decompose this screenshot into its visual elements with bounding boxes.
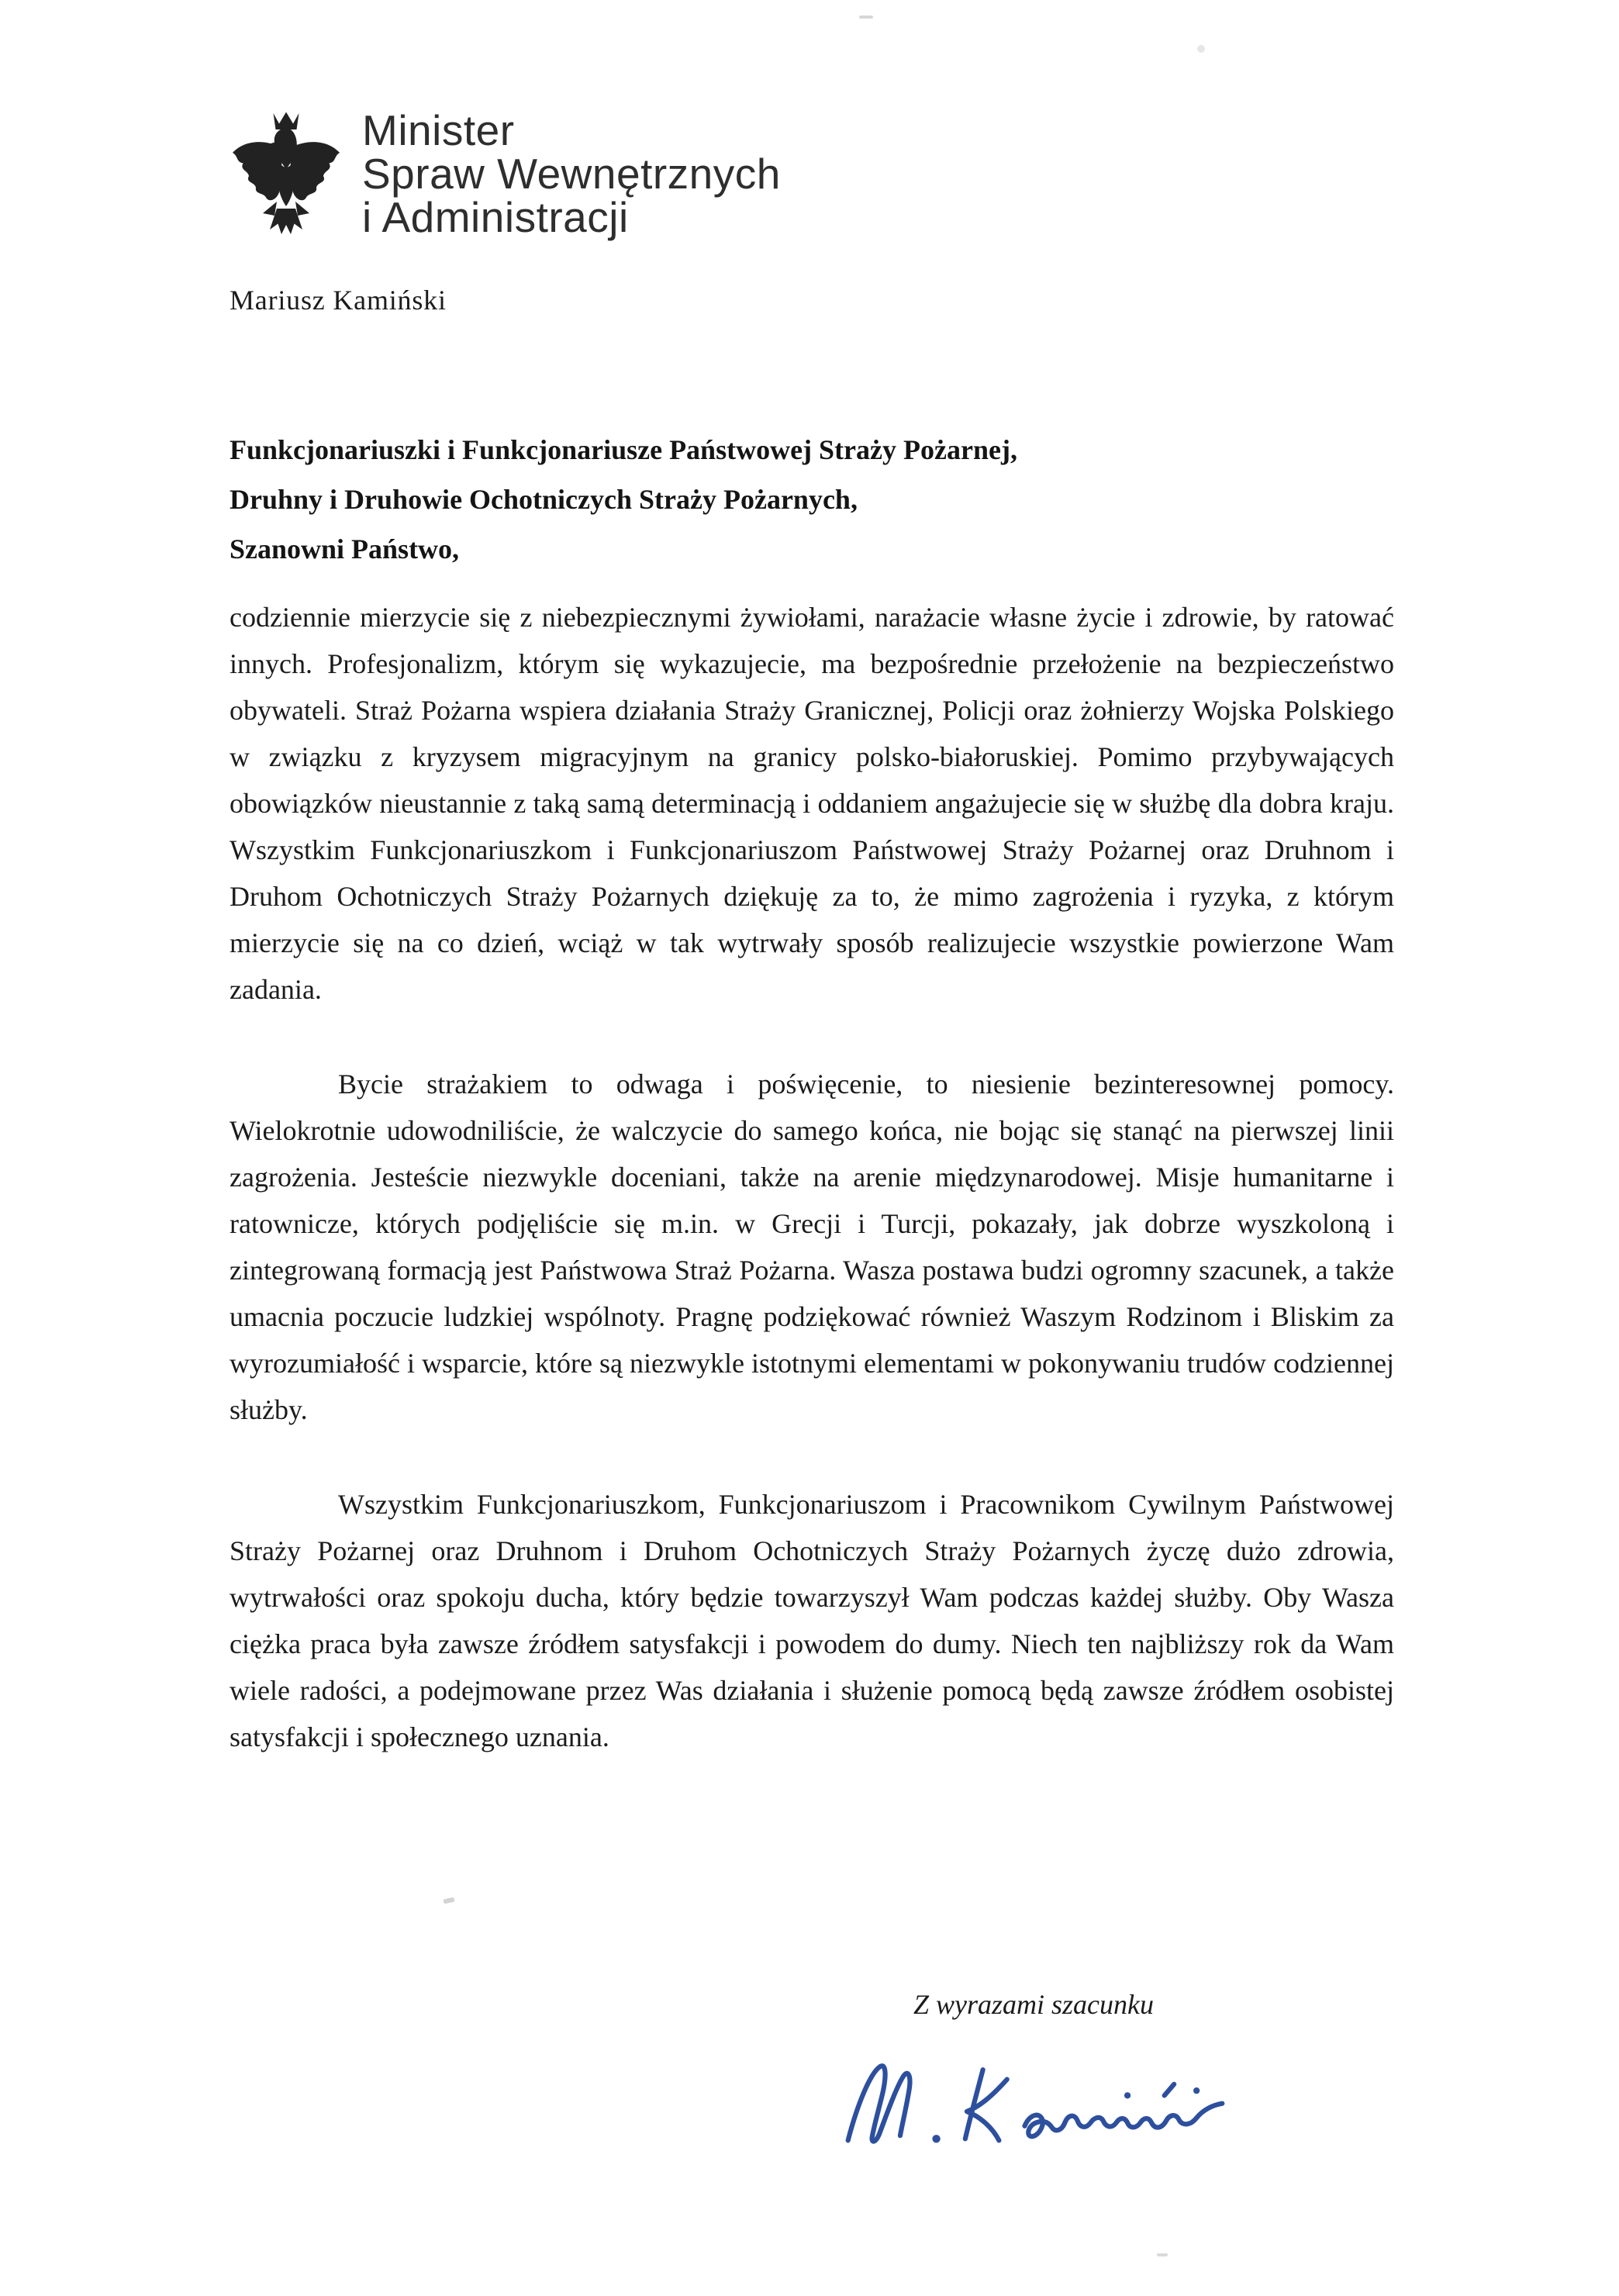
ministry-line: Spraw Wewnętrznych [362, 150, 781, 198]
body-paragraph: Wszystkim Funkcjonariuszkom, Funkcjonariuszom i Pracownikom Cywilnym Państwowej Straży Pożarnej oraz Druhnom i Druhom Ochotniczych Straży Pożarnych życzę dużo zdrowia, wytrwałości oraz spokoju ducha, który będzie towarzyszył Wam podczas każdej służby. Oby Wasza ciężka praca była zawsze źródłem satysfakcji i powodem do dumy. Niech ten najbliższy rok da Wam wiele radości, a podejmowane przez Was działania i służenie pomocą będą zawsze źródłem osobistej satysfakcji i społecznego uznania. [230, 1489, 1394, 1752]
author-name: Mariusz Kamiński [230, 285, 447, 316]
valediction: Z wyrazami szacunku [913, 1989, 1155, 2020]
body-paragraph: codziennie mierzycie się z niebezpiecznymi żywiołami, narażacie własne życie i zdrowie, by ratować innych. Profesjonalizm, którym się wykazujecie, ma bezpośrednie przełożenie na bezpieczeństwo obywateli. Straż Pożarna wspiera działania Straży Granicznej, Policji oraz żołnierzy Wojska Polskiego w związku z kryzysem migracyjnym na granicy polsko-białoruskiej. Pomimo przybywających obowiązków nieustannie z taką samą determinacją i oddaniem angażujecie się w służbę dla dobra kraju. Wszystkim Funkcjonariuszkom i Funkcjonariuszom Państwowej Straży Pożarnej oraz Druhnom i Druhom Ochotniczych Straży Pożarnych dziękuję za to, że mimo zagrożenia i ryzyka, z którym mierzycie się na co dzień, wciąż w tak wytrwały sposób realizujecie wszystkie powierzone Wam zadania. [230, 602, 1394, 1005]
ministry-line: i Administracji [362, 193, 629, 241]
salutation-line: Funkcjonariuszki i Funkcjonariusze Państwowej Straży Pożarnej, [230, 434, 1017, 465]
body-paragraph: Bycie strażakiem to odwaga i poświęcenie, to niesienie bezinteresownej pomocy. Wielokrotnie udowodniliście, że walczycie do samego końca, nie bojąc się stanąć na pierwszej linii zagrożenia. Jesteście niezwykle doceniani, także na arenie międzynarodowej. Misje humanitarne i ratownicze, których podjęliście się m.in. w Grecji i Turcji, pokazały, jak dobrze wyszkoloną i zintegrowaną formacją jest Państwowa Straż Pożarna. Wasza postawa budzi ogromny szacunek, a także umacnia poczucie ludzkiej wspólnoty. Pragnę podziękować również Waszym Rodzinom i Bliskim za wyrozumiałość i wsparcie, które są niezwykle istotnymi elementami w pokonywaniu trudów codziennej służby. [230, 1069, 1394, 1425]
polish-eagle-coat-of-arms-icon [227, 109, 345, 239]
scan-artifact [1157, 2253, 1168, 2256]
salutation [230, 425, 1017, 574]
ministry-line: Minister [362, 106, 515, 154]
scan-artifact [444, 1897, 455, 1904]
scan-artifact [859, 16, 873, 19]
letter-body [230, 594, 1394, 1760]
handwritten-signature [834, 2044, 1283, 2176]
salutation-line: Szanowni Państwo, [230, 533, 460, 565]
letterhead [227, 106, 781, 241]
ministry-name [362, 106, 781, 241]
salutation-line: Druhny i Druhowie Ochotniczych Straży Pożarnych, [230, 484, 858, 515]
scan-artifact [1197, 45, 1205, 53]
